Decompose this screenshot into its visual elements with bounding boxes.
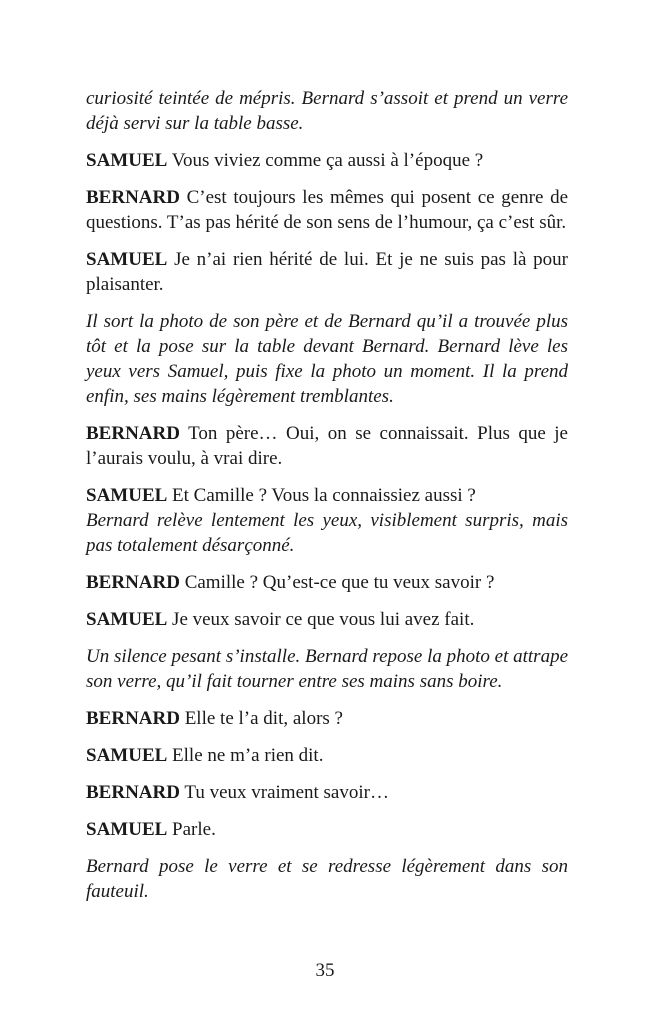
speaker-name: BERNARD bbox=[86, 187, 180, 208]
dialogue-text: Elle ne m’a rien dit. bbox=[172, 745, 324, 766]
dialogue-line bbox=[86, 706, 568, 731]
speaker-name: SAMUEL bbox=[86, 745, 168, 766]
dialogue-line bbox=[86, 570, 568, 595]
dialogue-text: Je veux savoir ce que vous lui avez fait. bbox=[172, 609, 475, 630]
dialogue-line bbox=[86, 483, 568, 508]
dialogue-line bbox=[86, 607, 568, 632]
stage-direction: Un silence pesant s’installe. Bernard repose la photo et attrape son verre, qu’il fait tourner entre ses mains sans boire. bbox=[86, 646, 568, 692]
speaker-name: BERNARD bbox=[86, 782, 180, 803]
stage-direction: Il sort la photo de son père et de Bernard qu’il a trouvée plus tôt et la pose sur la table devant Bernard. Bernard lève les yeux vers Samuel, puis fixe la photo un moment. Il la prend enfin, ses mains légèrement tremblantes. bbox=[86, 311, 568, 407]
dialogue-text: Je n’ai rien hérité de lui. Et je ne suis pas là pour plaisanter. bbox=[86, 249, 568, 295]
dialogue-line bbox=[86, 743, 568, 768]
speaker-name: BERNARD bbox=[86, 572, 180, 593]
dialogue-text: Et Camille ? Vous la connaissiez aussi ? bbox=[172, 485, 476, 506]
dialogue-text: Parle. bbox=[172, 819, 216, 840]
speaker-name: BERNARD bbox=[86, 423, 180, 444]
dialogue-text: Camille ? Qu’est-ce que tu veux savoir ? bbox=[184, 572, 495, 593]
dialogue-line bbox=[86, 148, 568, 173]
speaker-name: SAMUEL bbox=[86, 249, 168, 270]
speaker-name: BERNARD bbox=[86, 708, 180, 729]
speaker-name: SAMUEL bbox=[86, 485, 168, 506]
dialogue-line bbox=[86, 817, 568, 842]
stage-direction: Bernard relève lentement les yeux, visiblement surpris, mais pas totalement désarçonné. bbox=[86, 510, 568, 556]
dialogue-text: C’est toujours les mêmes qui posent ce genre de questions. T’as pas hérité de son sens de l’humour, ça c’est sûr. bbox=[86, 187, 569, 233]
stage-direction: Bernard pose le verre et se redresse légèrement dans son fauteuil. bbox=[86, 856, 568, 902]
dialogue-line bbox=[86, 185, 568, 235]
speaker-name: SAMUEL bbox=[86, 150, 168, 171]
speaker-name: SAMUEL bbox=[86, 609, 168, 630]
dialogue-line bbox=[86, 421, 568, 471]
dialogue-line bbox=[86, 247, 568, 297]
play-script-text bbox=[86, 86, 568, 916]
dialogue-text: Elle te l’a dit, alors ? bbox=[184, 708, 343, 729]
dialogue-line bbox=[86, 780, 568, 805]
stage-direction: curiosité teintée de mépris. Bernard s’assoit et prend un verre déjà servi sur la table basse. bbox=[86, 88, 568, 134]
dialogue-text: Vous viviez comme ça aussi à l’époque ? bbox=[171, 150, 484, 171]
page-number: 35 bbox=[315, 960, 335, 981]
dialogue-text: Ton père… Oui, on se connaissait. Plus que je l’aurais voulu, à vrai dire. bbox=[86, 423, 568, 469]
speaker-name: SAMUEL bbox=[86, 819, 168, 840]
dialogue-text: Tu veux vraiment savoir… bbox=[184, 782, 389, 803]
